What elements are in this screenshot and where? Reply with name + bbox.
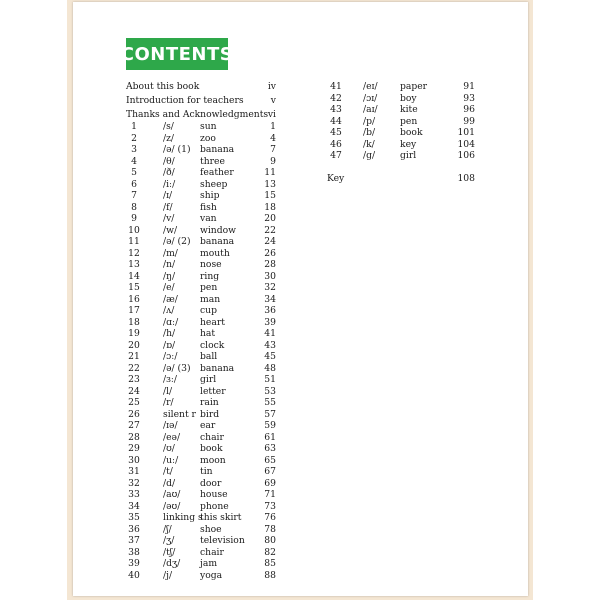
unit-number: 28 <box>128 431 140 443</box>
unit-sound: /j/ <box>163 569 173 581</box>
unit-sound: /eə/ <box>163 431 181 443</box>
unit-page: 69 <box>264 477 276 489</box>
unit-word: ship <box>200 190 220 201</box>
unit-number: 14 <box>128 270 140 282</box>
unit-page: 53 <box>264 385 276 397</box>
unit-number: 25 <box>128 397 140 408</box>
unit-number: 15 <box>128 282 140 293</box>
unit-sound: /uː/ <box>163 454 179 466</box>
unit-sound: /t/ <box>163 466 173 477</box>
unit-number: 35 <box>128 512 140 523</box>
unit-number: 11 <box>128 236 140 247</box>
unit-page: 71 <box>264 489 276 500</box>
unit-page: 32 <box>264 282 276 293</box>
unit-page: 45 <box>264 351 276 362</box>
unit-word: pen <box>400 115 418 127</box>
unit-word: sheep <box>200 178 228 190</box>
unit-word: chair <box>200 546 224 558</box>
unit-page: 28 <box>264 259 276 270</box>
unit-sound: /r/ <box>163 397 174 408</box>
front-matter-label: Thanks and Acknowledgments <box>126 109 269 120</box>
unit-number: 9 <box>131 213 137 224</box>
unit-word: cup <box>200 305 217 316</box>
unit-number: 16 <box>128 293 140 305</box>
unit-word: feather <box>200 167 234 178</box>
unit-number: 38 <box>128 546 140 558</box>
unit-sound: /ɑː/ <box>163 316 179 328</box>
unit-page: 26 <box>264 247 276 259</box>
unit-number: 27 <box>128 420 140 431</box>
unit-word: television <box>200 535 245 546</box>
unit-number: 1 <box>131 121 137 132</box>
unit-page: 30 <box>264 270 276 282</box>
unit-word: kite <box>400 104 418 115</box>
unit-sound: /ə/ (3) <box>163 362 191 374</box>
unit-number: 3 <box>131 144 137 155</box>
unit-number: 34 <box>128 500 140 512</box>
unit-number: 19 <box>128 328 140 339</box>
unit-page: 55 <box>264 397 276 408</box>
unit-sound: /eɪ/ <box>363 81 378 92</box>
unit-number: 26 <box>128 408 140 420</box>
unit-word: hat <box>200 328 216 339</box>
unit-sound: /ə/ (1) <box>163 144 191 155</box>
unit-page: 67 <box>264 466 276 477</box>
unit-number: 45 <box>330 127 342 138</box>
unit-page: 80 <box>264 535 276 546</box>
unit-word: ear <box>200 420 216 431</box>
unit-page: 63 <box>264 443 276 454</box>
unit-word: window <box>200 224 236 236</box>
unit-word: ring <box>200 270 220 282</box>
unit-page: 7 <box>270 144 276 155</box>
unit-word: phone <box>200 500 229 512</box>
unit-sound: /s/ <box>163 121 174 132</box>
front-matter-page: iv <box>267 81 276 92</box>
unit-sound: /θ/ <box>163 155 175 167</box>
unit-sound: /aɪ/ <box>363 104 378 115</box>
unit-number: 24 <box>128 385 140 397</box>
unit-page: 22 <box>264 224 276 236</box>
unit-word: letter <box>200 385 226 397</box>
unit-number: 31 <box>128 466 140 477</box>
unit-number: 23 <box>128 374 140 385</box>
unit-word: pen <box>200 282 218 293</box>
unit-page: 24 <box>264 236 276 247</box>
unit-word: banana <box>200 236 235 247</box>
unit-word: bird <box>200 408 220 420</box>
unit-sound: /d/ <box>163 477 176 489</box>
unit-number: 7 <box>131 190 137 201</box>
unit-sound: linking s <box>163 512 203 523</box>
unit-number: 42 <box>330 92 342 104</box>
unit-page: 9 <box>270 155 276 167</box>
unit-page: 15 <box>264 190 276 201</box>
unit-word: yoga <box>200 569 223 581</box>
unit-page: 18 <box>264 201 276 213</box>
unit-sound: /b/ <box>363 127 376 138</box>
unit-sound: /g/ <box>363 150 376 161</box>
unit-sound: /z/ <box>163 132 175 144</box>
unit-page: 41 <box>264 328 276 339</box>
unit-word: shoe <box>200 523 222 535</box>
unit-word: house <box>200 489 228 500</box>
unit-number: 6 <box>131 178 137 190</box>
unit-sound: /f/ <box>163 201 173 213</box>
unit-page: 39 <box>264 316 276 328</box>
unit-number: 43 <box>330 104 342 115</box>
unit-page: 11 <box>264 167 276 178</box>
unit-page: 96 <box>463 104 475 115</box>
unit-page: 76 <box>264 512 276 523</box>
unit-page: 20 <box>264 213 276 224</box>
unit-page: 36 <box>264 305 276 316</box>
unit-page: 91 <box>463 81 475 92</box>
unit-sound: /ə/ (2) <box>163 236 191 247</box>
unit-page: 34 <box>264 293 276 305</box>
unit-word: man <box>200 293 221 305</box>
unit-word: paper <box>400 81 428 92</box>
unit-number: 20 <box>128 339 140 351</box>
unit-word: clock <box>200 339 225 351</box>
unit-sound: /e/ <box>163 282 175 293</box>
unit-page: 88 <box>264 569 276 581</box>
unit-word: three <box>200 155 225 167</box>
unit-number: 36 <box>128 523 140 535</box>
front-matter-label: About this book <box>126 81 200 92</box>
unit-number: 33 <box>128 489 140 500</box>
unit-page: 106 <box>457 150 475 161</box>
unit-sound: /ð/ <box>163 167 175 178</box>
unit-number: 32 <box>128 477 140 489</box>
unit-sound: /ɜː/ <box>163 374 177 385</box>
unit-sound: /w/ <box>163 224 178 236</box>
unit-sound: /əʊ/ <box>163 500 181 512</box>
unit-number: 44 <box>330 115 342 127</box>
unit-page: 78 <box>264 523 276 535</box>
unit-sound: /h/ <box>163 328 176 339</box>
unit-sound: /dʒ/ <box>163 558 181 569</box>
unit-number: 2 <box>131 132 137 144</box>
unit-number: 22 <box>128 362 140 374</box>
unit-word: tin <box>200 466 213 477</box>
unit-word: banana <box>200 144 235 155</box>
unit-sound: /ʌ/ <box>163 305 175 316</box>
unit-number: 41 <box>330 81 342 92</box>
unit-number: 12 <box>128 247 140 259</box>
unit-page: 85 <box>264 558 276 569</box>
unit-word: boy <box>400 92 417 104</box>
unit-sound: /k/ <box>363 138 375 150</box>
unit-word: van <box>200 213 217 224</box>
front-matter-label: Introduction for teachers <box>126 95 244 106</box>
unit-page: 57 <box>264 408 276 420</box>
unit-word: ball <box>200 351 218 362</box>
unit-sound: /aʊ/ <box>163 489 181 500</box>
unit-number: 8 <box>131 201 137 213</box>
unit-page: 73 <box>264 500 276 512</box>
unit-word: girl <box>200 374 217 385</box>
unit-number: 46 <box>330 138 342 150</box>
unit-word: book <box>400 127 423 138</box>
unit-sound: silent r <box>163 408 196 420</box>
key-label: Key <box>327 173 345 184</box>
unit-number: 13 <box>128 259 140 270</box>
unit-word: sun <box>200 121 217 132</box>
unit-sound: /ɔː/ <box>163 351 178 362</box>
unit-sound: /ʃ/ <box>163 523 172 535</box>
unit-word: chair <box>200 431 224 443</box>
front-matter-page: vi <box>267 109 276 120</box>
unit-word: jam <box>200 558 218 569</box>
unit-sound: /ɔɪ/ <box>363 92 378 104</box>
unit-page: 65 <box>264 454 276 466</box>
unit-page: 13 <box>264 178 276 190</box>
unit-sound: /ʒ/ <box>163 535 175 546</box>
unit-word: door <box>200 477 222 489</box>
unit-sound: /æ/ <box>163 293 178 305</box>
unit-sound: /tʃ/ <box>163 546 176 558</box>
unit-word: key <box>400 138 417 150</box>
contents-title: CONTENTS <box>126 38 228 70</box>
unit-page: 82 <box>264 546 276 558</box>
unit-sound: /ɪə/ <box>163 420 178 431</box>
unit-sound: /ʊ/ <box>163 443 175 454</box>
unit-page: 48 <box>264 362 276 374</box>
unit-sound: /iː/ <box>163 178 176 190</box>
unit-word: girl <box>400 150 417 161</box>
unit-number: 10 <box>128 224 140 236</box>
key-page: 108 <box>457 173 475 184</box>
front-matter-page: v <box>270 95 276 106</box>
unit-sound: /m/ <box>163 247 178 259</box>
unit-word: this skirt <box>200 512 242 523</box>
unit-word: zoo <box>200 132 216 144</box>
unit-number: 21 <box>128 351 140 362</box>
unit-number: 17 <box>128 305 140 316</box>
unit-number: 40 <box>128 569 140 581</box>
unit-word: rain <box>200 397 219 408</box>
unit-word: mouth <box>200 247 230 259</box>
unit-page: 99 <box>463 115 475 127</box>
unit-sound: /ɒ/ <box>163 339 176 351</box>
unit-sound: /l/ <box>163 385 173 397</box>
unit-page: 1 <box>270 121 276 132</box>
unit-sound: /v/ <box>163 213 175 224</box>
unit-page: 104 <box>457 138 475 150</box>
unit-word: heart <box>200 316 225 328</box>
unit-page: 59 <box>264 420 276 431</box>
unit-page: 101 <box>457 127 475 138</box>
unit-word: moon <box>200 454 226 466</box>
unit-number: 4 <box>131 155 137 167</box>
unit-sound: /ɪ/ <box>163 190 173 201</box>
unit-page: 51 <box>264 374 276 385</box>
unit-page: 43 <box>264 339 276 351</box>
unit-word: banana <box>200 362 235 374</box>
unit-word: fish <box>200 201 217 213</box>
unit-number: 29 <box>128 443 140 454</box>
unit-page: 61 <box>264 431 276 443</box>
unit-number: 18 <box>128 316 140 328</box>
unit-sound: /ŋ/ <box>163 270 176 282</box>
unit-word: nose <box>200 259 222 270</box>
unit-number: 37 <box>128 535 140 546</box>
unit-number: 39 <box>128 558 140 569</box>
unit-word: book <box>200 443 223 454</box>
unit-number: 30 <box>128 454 140 466</box>
unit-page: 4 <box>270 132 276 144</box>
unit-sound: /n/ <box>163 259 176 270</box>
unit-sound: /p/ <box>363 115 376 127</box>
unit-page: 93 <box>463 92 475 104</box>
unit-number: 47 <box>330 150 342 161</box>
unit-number: 5 <box>131 167 137 178</box>
